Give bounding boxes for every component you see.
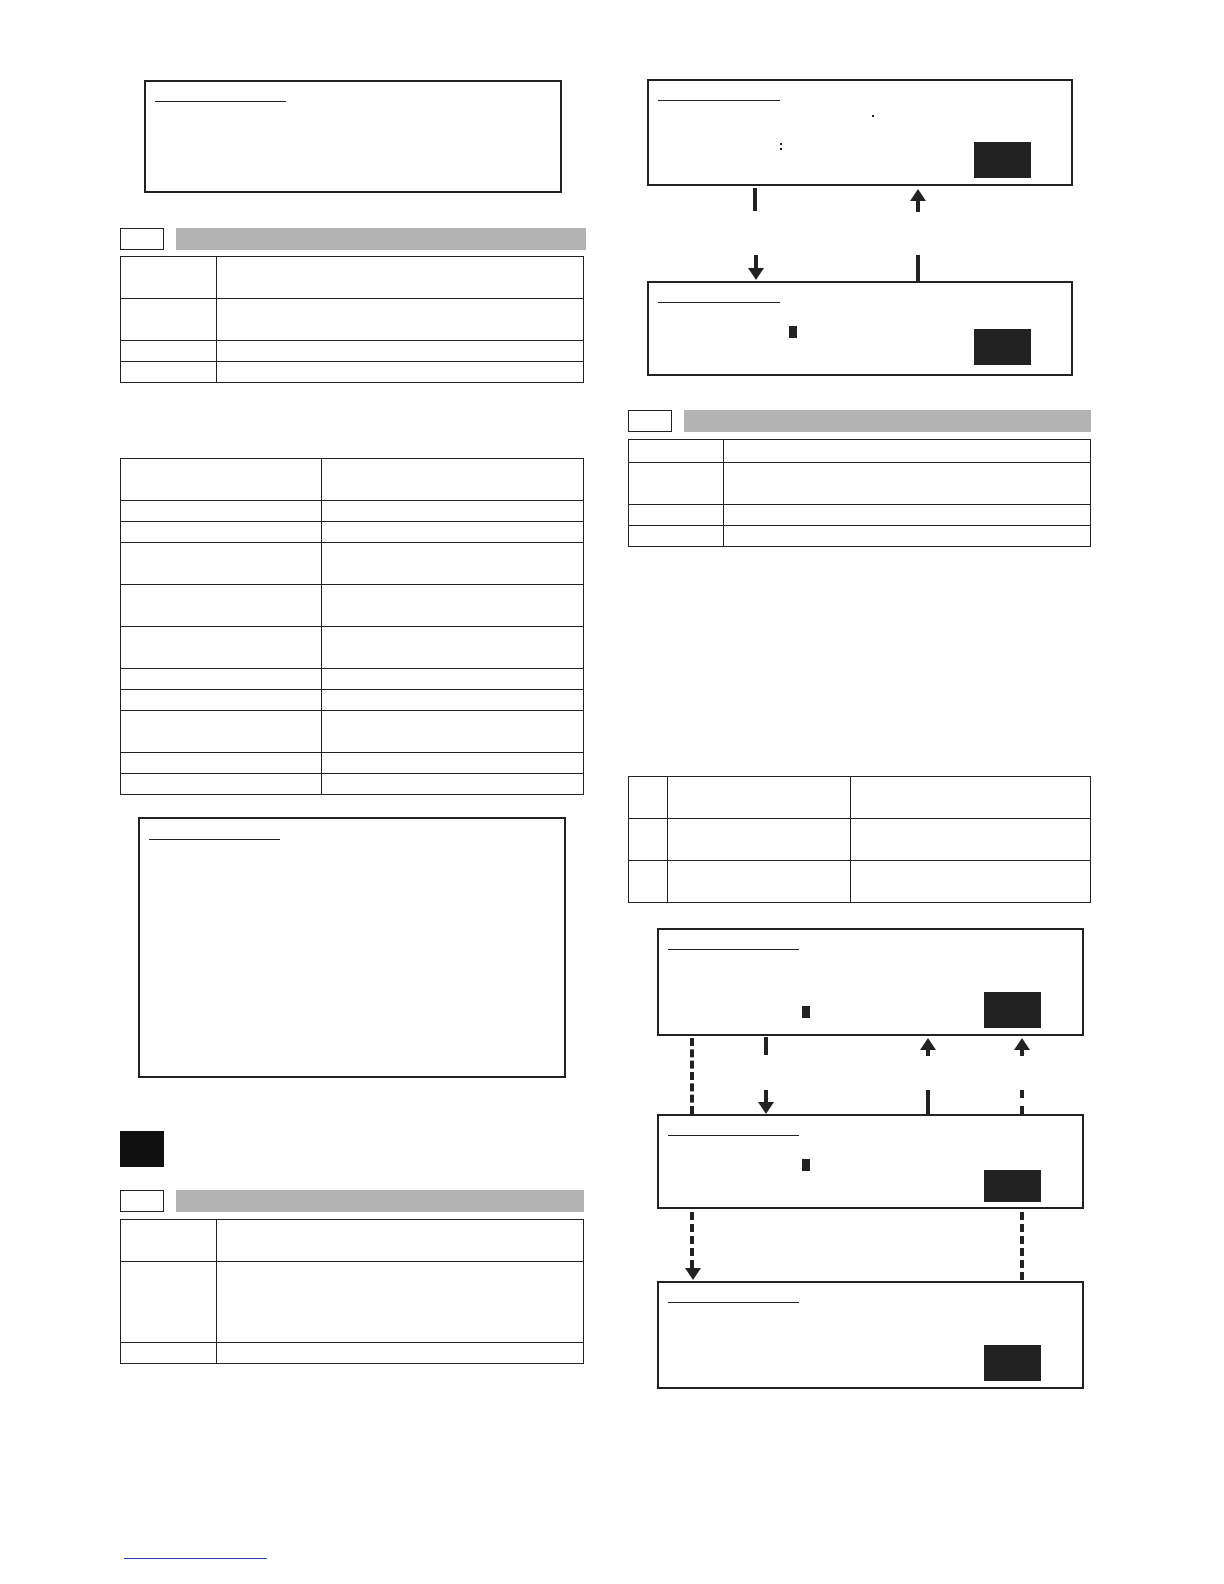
chapter-marker-block	[120, 1131, 164, 1167]
display-softkey-block	[974, 329, 1031, 365]
display-frame-large-left	[138, 817, 566, 1078]
table-row	[121, 1220, 584, 1262]
display-frame-screen-c	[657, 928, 1084, 1036]
table-row	[121, 501, 584, 522]
spec-table-2	[120, 1219, 584, 1364]
table-row	[121, 543, 584, 585]
arrow-up-icon	[920, 1038, 936, 1050]
table-row	[629, 526, 1091, 547]
section-tag-1	[120, 228, 164, 250]
spec-table-3	[628, 439, 1091, 547]
table-row	[121, 753, 584, 774]
table-row	[121, 690, 584, 711]
table-row	[121, 459, 584, 501]
section-band-2	[176, 1190, 584, 1212]
table-row	[121, 299, 584, 341]
display-title-underline	[668, 1135, 799, 1136]
flow-line-dashed	[1020, 1212, 1024, 1280]
display-colon-dot	[780, 148, 782, 150]
table-row	[121, 1262, 584, 1343]
arrow-up-icon	[910, 189, 926, 201]
flow-line-dashed	[1020, 1090, 1024, 1114]
arrow-down-icon	[748, 268, 764, 280]
table-row	[629, 505, 1091, 526]
table-row	[121, 585, 584, 627]
display-frame-screen-b	[647, 281, 1073, 376]
arrow-down-icon	[685, 1268, 701, 1280]
table-row	[629, 440, 1091, 463]
table-row	[121, 362, 584, 383]
table-row	[121, 1343, 584, 1364]
display-title-underline	[668, 1302, 799, 1303]
table-row	[121, 711, 584, 753]
display-frame-screen-a	[647, 79, 1073, 186]
table-row	[629, 861, 1091, 903]
flow-line	[926, 1090, 930, 1114]
display-softkey-block	[984, 1170, 1041, 1202]
spec-table-1	[120, 256, 584, 383]
flow-line	[916, 200, 920, 212]
section-tag-3	[628, 410, 672, 432]
table-row	[121, 257, 584, 299]
table-row	[629, 819, 1091, 861]
section-tag-2	[120, 1190, 164, 1212]
flow-line	[926, 1050, 930, 1056]
display-softkey-block	[984, 992, 1041, 1028]
display-title-underline	[658, 100, 780, 101]
flow-line	[764, 1037, 768, 1055]
display-title-underline	[658, 302, 780, 303]
text-cursor	[789, 326, 797, 338]
section-band-3	[684, 410, 1091, 432]
arrow-down-icon	[758, 1102, 774, 1114]
flow-line	[754, 255, 758, 269]
footer-link-underline	[124, 1558, 267, 1559]
display-colon-dot	[780, 143, 782, 145]
flow-line	[1020, 1050, 1024, 1056]
table-row	[121, 669, 584, 690]
table-row	[121, 774, 584, 795]
flow-line	[753, 188, 757, 211]
display-frame-screen-e	[657, 1281, 1084, 1389]
display-frame-top-left	[144, 80, 562, 193]
table-row	[121, 522, 584, 543]
display-title-underline	[149, 839, 280, 840]
display-title-underline	[668, 949, 799, 950]
settings-table-right	[628, 776, 1091, 903]
text-cursor	[802, 1006, 810, 1018]
table-row	[121, 627, 584, 669]
arrow-up-icon	[1014, 1038, 1030, 1050]
text-cursor	[802, 1159, 810, 1171]
settings-table-left	[120, 458, 584, 795]
display-dot	[872, 115, 874, 117]
table-row	[629, 777, 1091, 819]
section-band-1	[176, 228, 586, 250]
display-softkey-block	[974, 142, 1031, 178]
table-row	[629, 463, 1091, 505]
flow-line-dashed	[690, 1212, 694, 1268]
flow-line-dashed	[690, 1038, 694, 1114]
display-title-underline	[155, 101, 286, 102]
table-row	[121, 341, 584, 362]
display-softkey-block	[984, 1345, 1041, 1381]
flow-line	[916, 255, 920, 281]
display-frame-screen-d	[657, 1114, 1084, 1209]
